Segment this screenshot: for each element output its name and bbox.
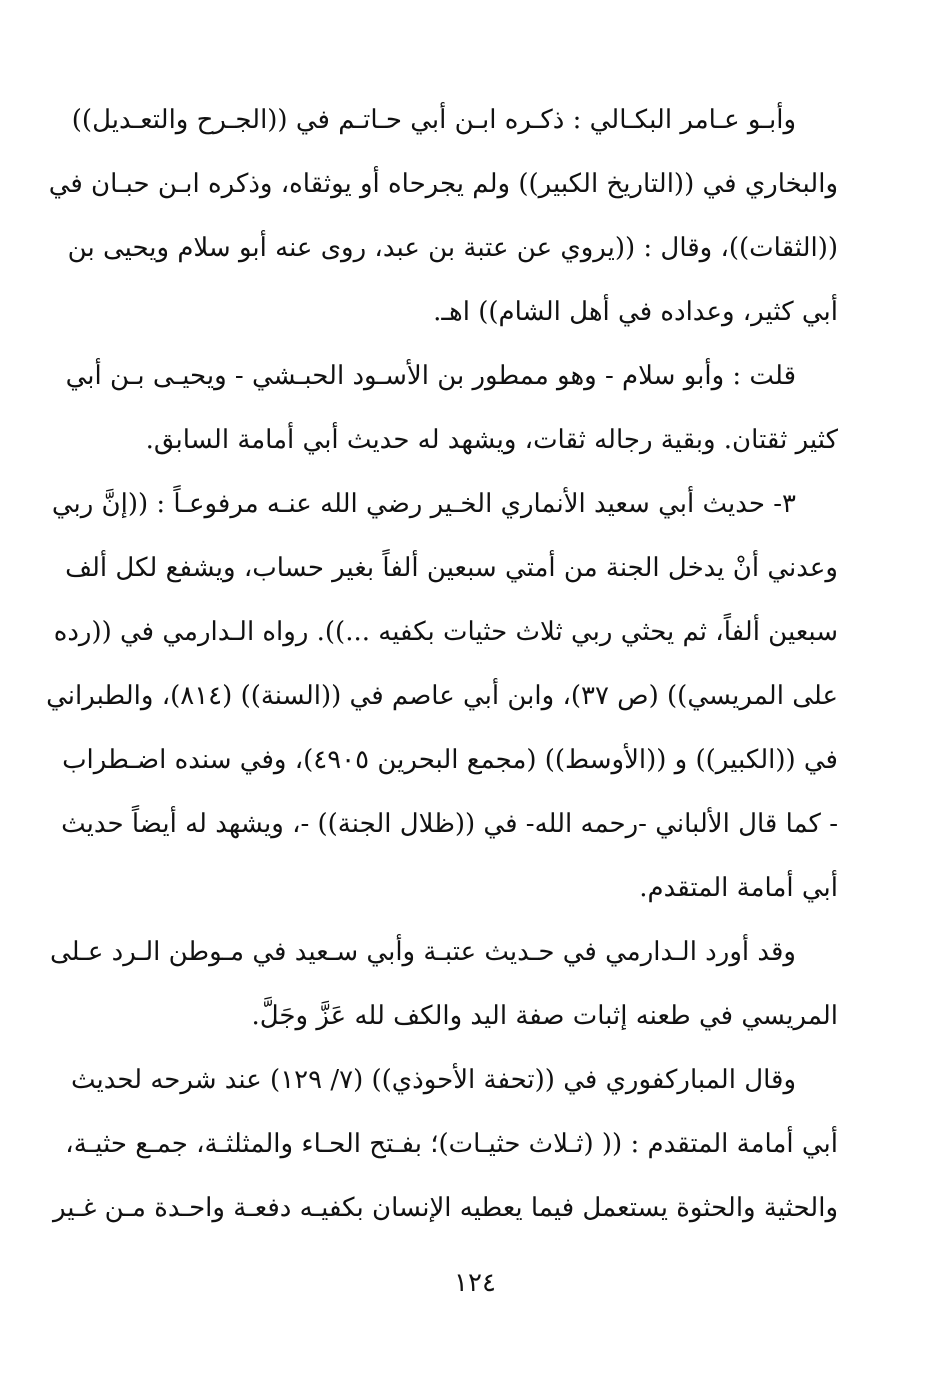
page-number: ١٢٤ — [454, 1268, 496, 1298]
text-line-15: المريسي في طعنه إثبات صفة اليد والكف لله عَزَّ وجَلَّ. — [251, 1001, 838, 1031]
text-line-7: ٣- حديث أبي سعيد الأنماري الخـير رضي الله عنـه مرفوعـاً : ((إنَّ ربي — [51, 489, 796, 519]
text-line-2: والبخاري في ((التاريخ الكبير)) ولم يجرحاه أو يوثقاه، وذكره ابـن حبـان في — [48, 169, 838, 199]
text-line-3: ((الثقات))، وقال : ((يروي عن عتبة بن عبد، روى عنه أبو سلام ويحيى بن — [67, 233, 838, 263]
text-line-17: أبي أمامة المتقدم : (( (ثـلاث حثيـات)؛ بفـتح الحـاء والمثلثـة، جمـع حثيـة، — [65, 1129, 838, 1159]
text-line-8: وعدني أنْ يدخل الجنة من أمتي سبعين ألفاً بغير حساب، ويشفع لكل ألف — [65, 553, 838, 583]
text-line-14: وقد أورد الـدارمي في حـديث عتبـة وأبي سـعيد في مـوطن الـرد عـلى — [50, 937, 796, 967]
text-line-12: - كما قال الألباني -رحمه الله- في ((ظلال الجنة)) -، ويشهد له أيضاً حديث — [61, 809, 838, 839]
text-line-13: أبي أمامة المتقدم. — [639, 873, 838, 903]
text-line-18: والحثية والحثوة يستعمل فيما يعطيه الإنسان بكفيـه دفعـة واحـدة مـن غـير — [52, 1193, 838, 1223]
text-line-9: سبعين ألفاً، ثم يحثي ربي ثلاث حثيات بكفيه ...)). رواه الـدارمي في ((رده — [53, 617, 838, 647]
text-line-4: أبي كثير، وعداده في أهل الشام)) اهـ. — [433, 297, 838, 327]
body-text — [46, 96, 838, 1248]
text-line-10: على المريسي)) (ص ٣٧)، وابن أبي عاصم في ((السنة)) (٨١٤)، والطبراني — [46, 681, 838, 711]
text-line-11: في ((الكبير)) و ((الأوسط)) (مجمع البحرين ٤٩٠٥)، وفي سنده اضـطراب — [62, 745, 838, 775]
text-line-1: وأبـو عـامر البكـالي : ذكـره ابـن أبي حـاتـم في ((الجـرح والتعـديل)) — [71, 105, 796, 135]
text-line-6: كثير ثقتان. وبقية رجاله ثقات، ويشهد له حديث أبي أمامة السابق. — [145, 425, 838, 455]
text-line-16: وقال المباركفوري في ((تحفة الأحوذي)) (٧/ ١٢٩) عند شرحه لحديث — [70, 1065, 796, 1095]
text-line-5: قلت : وأبو سلام - وهو ممطور بن الأسـود الحبـشي - ويحيـى بـن أبي — [65, 361, 796, 391]
